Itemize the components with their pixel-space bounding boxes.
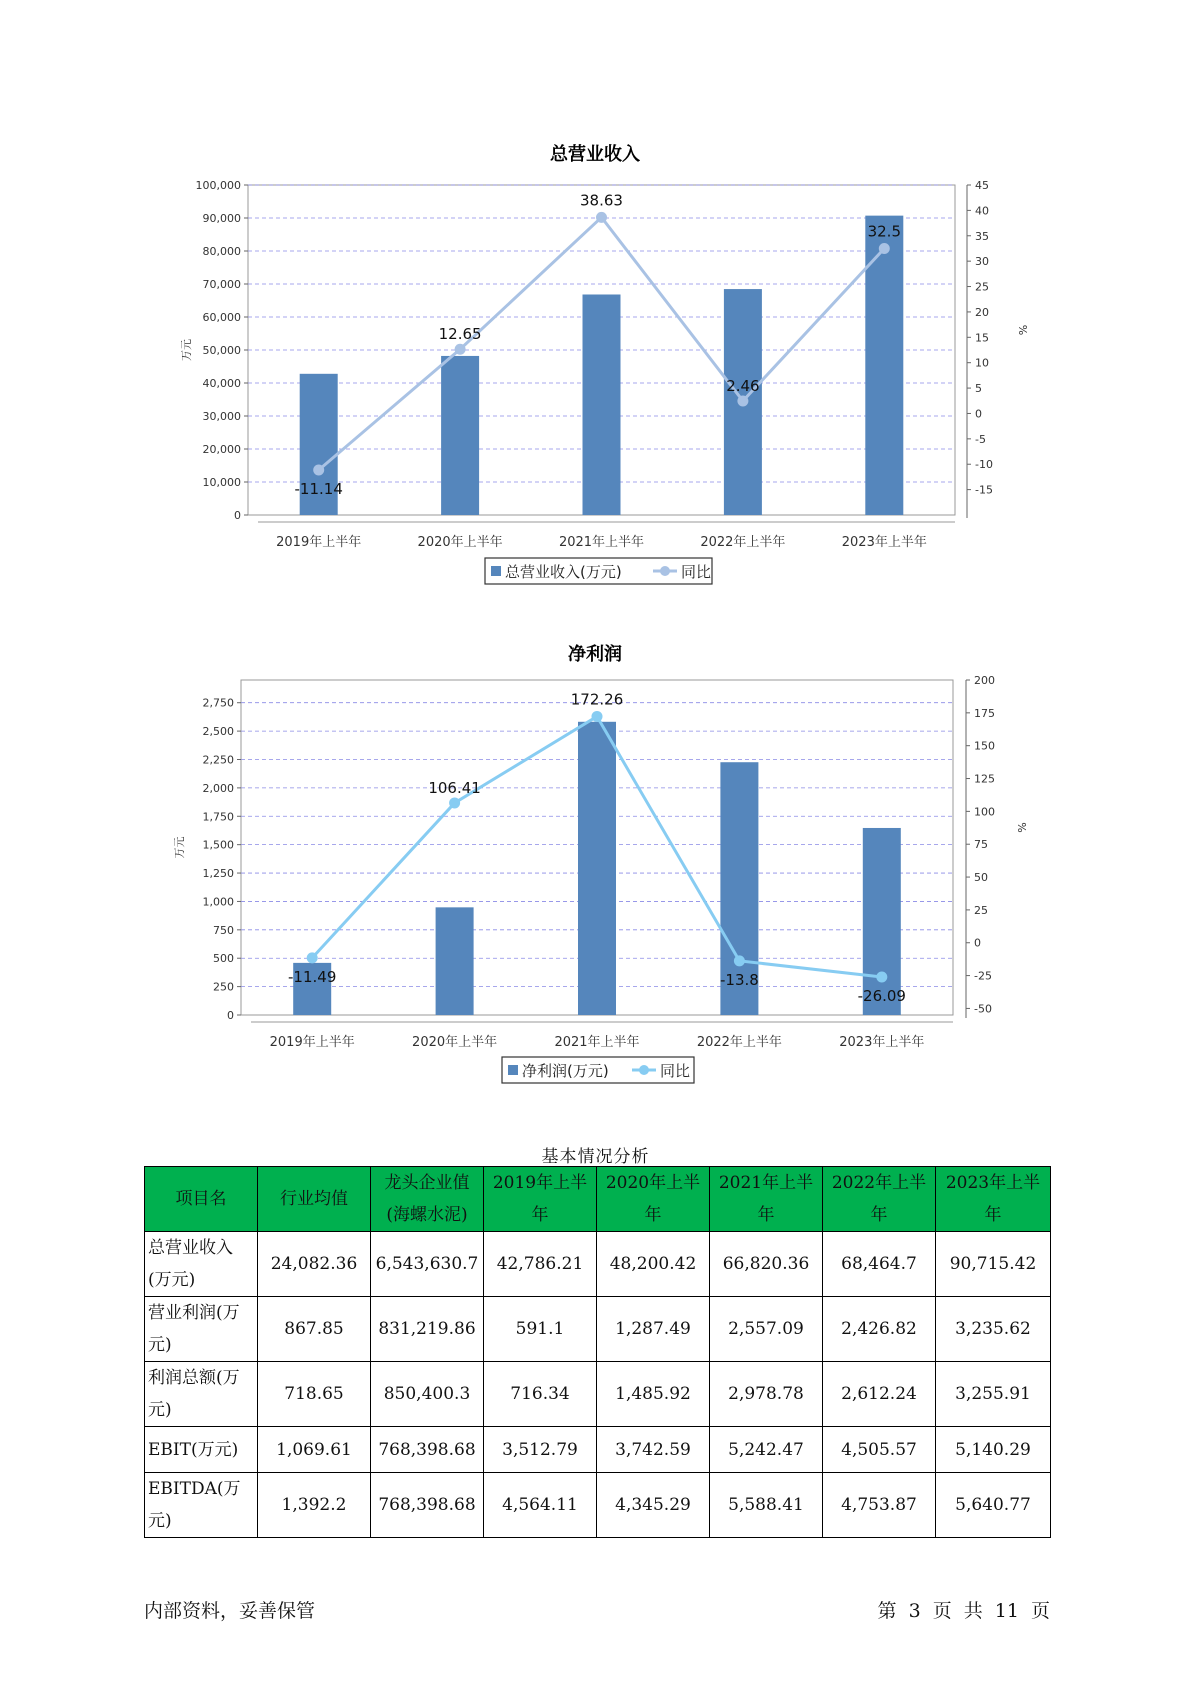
table-cell: 591.1 xyxy=(484,1297,597,1362)
table-cell: 5,588.41 xyxy=(710,1473,823,1538)
y2-tick-label: -5 xyxy=(975,432,986,446)
y2-axis-label: % xyxy=(1015,822,1028,833)
basic-analysis-table xyxy=(144,1166,1051,1538)
table-cell: 5,640.77 xyxy=(936,1473,1051,1538)
y2-tick-label: 100 xyxy=(974,805,995,819)
y2-tick-label: 150 xyxy=(974,739,995,753)
y-tick-label: 80,000 xyxy=(202,245,241,258)
yoy-point xyxy=(313,465,324,476)
y2-tick-label: -15 xyxy=(975,483,993,497)
y-tick-label: 30,000 xyxy=(202,410,241,423)
table-cell: 24,082.36 xyxy=(258,1232,371,1297)
table-cell: 90,715.42 xyxy=(936,1232,1051,1297)
legend-bar-label: 净利润(万元) xyxy=(522,1062,609,1080)
table-cell: 4,753.87 xyxy=(823,1473,936,1538)
table-cell: 831,219.86 xyxy=(371,1297,484,1362)
table-header-cell: 2021年上半年 xyxy=(710,1167,823,1232)
yoy-data-label: -11.49 xyxy=(288,967,337,986)
y2-tick-label: 75 xyxy=(974,838,988,852)
y-tick-label: 0 xyxy=(234,509,241,522)
table-row-label: 营业利润(万元) xyxy=(145,1297,258,1362)
yoy-data-label: 38.63 xyxy=(580,191,623,210)
footer-confidential: 内部资料，妥善保管 xyxy=(144,1600,316,1622)
table-row xyxy=(145,1362,1051,1427)
y-tick-label: 60,000 xyxy=(202,311,241,324)
net-profit-chart-svg xyxy=(0,630,1191,1100)
table-row-label: EBIT(万元) xyxy=(145,1427,258,1473)
y-tick-label: 2,250 xyxy=(202,753,234,767)
table-body xyxy=(145,1232,1051,1538)
yoy-data-label: 12.65 xyxy=(438,325,482,344)
bar xyxy=(441,356,479,515)
y-tick-label: 1,000 xyxy=(202,895,234,909)
table-cell: 2,978.78 xyxy=(710,1362,823,1427)
table-cell: 3,255.91 xyxy=(936,1362,1051,1427)
table-header-cell: 行业均值 xyxy=(258,1167,371,1232)
table-cell: 4,505.57 xyxy=(823,1427,936,1473)
table-cell: 867.85 xyxy=(258,1297,371,1362)
bar xyxy=(583,294,621,515)
y2-tick-label: -25 xyxy=(974,969,992,983)
y-tick-label: 0 xyxy=(227,1009,234,1022)
y-tick-label: 40,000 xyxy=(202,377,241,390)
table-row xyxy=(145,1232,1051,1297)
yoy-point xyxy=(879,243,890,254)
x-tick-label: 2020年上半年 xyxy=(417,535,503,550)
chart-title: 总营业收入 xyxy=(550,144,640,165)
y-tick-label: 250 xyxy=(213,980,234,994)
y-tick-label: 1,500 xyxy=(202,838,234,852)
yoy-data-label: -13.8 xyxy=(719,970,759,989)
table-cell: 3,235.62 xyxy=(936,1297,1051,1362)
y-tick-label: 750 xyxy=(213,923,234,937)
legend-bar-swatch xyxy=(491,566,501,576)
x-tick-label: 2022年上半年 xyxy=(700,535,786,550)
y2-tick-label: 0 xyxy=(974,936,981,950)
y2-tick-label: 175 xyxy=(974,706,995,720)
revenue-chart xyxy=(0,130,1191,600)
y-axis-label: 万元 xyxy=(180,339,193,361)
table-header-cell: 2023年上半年 xyxy=(936,1167,1051,1232)
table-cell: 768,398.68 xyxy=(371,1427,484,1473)
yoy-point xyxy=(596,212,607,223)
footer-page-number: 第 3 页 共 11 页 xyxy=(877,1600,1050,1622)
legend-line-marker xyxy=(639,1065,649,1075)
table-cell: 48,200.42 xyxy=(597,1232,710,1297)
y-tick-label: 2,500 xyxy=(202,725,234,739)
bar xyxy=(865,216,903,515)
chart-title: 净利润 xyxy=(568,644,622,665)
table-header-cell: 项目名 xyxy=(145,1167,258,1232)
table-cell: 2,612.24 xyxy=(823,1362,936,1427)
chart-legend xyxy=(502,1057,694,1083)
y2-tick-label: 10 xyxy=(975,356,989,370)
revenue-chart-svg xyxy=(0,130,1191,600)
y-tick-label: 50,000 xyxy=(202,344,241,357)
y2-tick-label: 45 xyxy=(975,179,989,192)
x-tick-label: 2023年上半年 xyxy=(839,1035,925,1050)
y-tick-label: 10,000 xyxy=(202,476,241,489)
table-cell: 42,786.21 xyxy=(484,1232,597,1297)
table-row-label: 总营业收入(万元) xyxy=(145,1232,258,1297)
table-cell: 2,557.09 xyxy=(710,1297,823,1362)
net-profit-chart xyxy=(0,630,1191,1100)
yoy-data-label: -11.14 xyxy=(294,480,343,499)
y-tick-label: 2,000 xyxy=(202,781,234,795)
table-row xyxy=(145,1297,1051,1362)
y2-axis-label: % xyxy=(1016,324,1029,336)
table-cell: 716.34 xyxy=(484,1362,597,1427)
table-header-row xyxy=(145,1167,1051,1232)
legend-bar-label: 总营业收入(万元) xyxy=(505,563,622,581)
yoy-point xyxy=(734,955,745,966)
yoy-point xyxy=(737,395,748,406)
x-tick-label: 2019年上半年 xyxy=(276,535,362,550)
table-cell: 3,512.79 xyxy=(484,1427,597,1473)
y2-tick-label: 35 xyxy=(975,229,989,243)
table-header-cell: 2022年上半年 xyxy=(823,1167,936,1232)
yoy-data-label: 32.5 xyxy=(867,222,902,241)
yoy-data-label: 106.41 xyxy=(428,778,481,797)
bar xyxy=(436,907,474,1015)
yoy-data-label: 2.46 xyxy=(726,376,760,395)
y-tick-label: 1,250 xyxy=(202,867,234,881)
table-cell: 718.65 xyxy=(258,1362,371,1427)
table-cell: 68,464.7 xyxy=(823,1232,936,1297)
table-title: 基本情况分析 xyxy=(541,1147,650,1167)
y2-tick-label: 125 xyxy=(974,772,995,786)
y2-tick-label: 30 xyxy=(975,255,989,269)
table-cell: 1,069.61 xyxy=(258,1427,371,1473)
y2-tick-label: -10 xyxy=(975,458,993,472)
y2-tick-label: 25 xyxy=(974,903,988,917)
legend-line-label: 同比 xyxy=(660,1062,691,1080)
y-tick-label: 2,750 xyxy=(202,696,234,710)
y2-tick-label: 5 xyxy=(975,382,982,396)
table-cell: 5,242.47 xyxy=(710,1427,823,1473)
yoy-data-label: -26.09 xyxy=(857,987,906,1006)
x-tick-label: 2020年上半年 xyxy=(412,1035,498,1050)
table-cell: 3,742.59 xyxy=(597,1427,710,1473)
table-cell: 1,392.2 xyxy=(258,1473,371,1538)
x-tick-label: 2021年上半年 xyxy=(558,535,645,550)
table-header-cell: 2020年上半年 xyxy=(597,1167,710,1232)
yoy-point xyxy=(455,344,466,355)
table-row-label: EBITDA(万元) xyxy=(145,1473,258,1538)
y2-tick-label: 20 xyxy=(975,305,989,319)
table-cell: 4,345.29 xyxy=(597,1473,710,1538)
table-cell: 768,398.68 xyxy=(371,1473,484,1538)
bar xyxy=(578,722,616,1015)
y2-tick-label: 25 xyxy=(975,280,989,294)
x-tick-label: 2023年上半年 xyxy=(841,535,927,550)
yoy-point xyxy=(876,972,887,983)
y2-tick-label: 15 xyxy=(975,331,989,345)
y-axis-label: 万元 xyxy=(173,836,186,859)
table-cell: 66,820.36 xyxy=(710,1232,823,1297)
table-cell: 1,485.92 xyxy=(597,1362,710,1427)
table-row xyxy=(145,1427,1051,1473)
x-tick-label: 2019年上半年 xyxy=(269,1035,355,1050)
yoy-point xyxy=(449,797,460,808)
x-tick-label: 2021年上半年 xyxy=(554,1035,640,1050)
y2-tick-label: 200 xyxy=(974,674,995,687)
y2-tick-label: 0 xyxy=(975,407,982,421)
table-header-cell: 2019年上半年 xyxy=(484,1167,597,1232)
table-header-cell: 龙头企业值(海螺水泥) xyxy=(371,1167,484,1232)
table-cell: 2,426.82 xyxy=(823,1297,936,1362)
table-cell: 5,140.29 xyxy=(936,1427,1051,1473)
yoy-point xyxy=(307,952,318,963)
y2-tick-label: -50 xyxy=(974,1002,992,1016)
table-row-label: 利润总额(万元) xyxy=(145,1362,258,1427)
table-cell: 850,400.3 xyxy=(371,1362,484,1427)
table-cell: 4,564.11 xyxy=(484,1473,597,1538)
y-tick-label: 1,750 xyxy=(202,810,234,824)
legend-bar-swatch xyxy=(508,1065,518,1075)
table-row xyxy=(145,1473,1051,1538)
y2-tick-label: 50 xyxy=(974,871,988,885)
y-tick-label: 100,000 xyxy=(195,179,241,192)
y-tick-label: 90,000 xyxy=(202,212,241,225)
x-tick-label: 2022年上半年 xyxy=(696,1035,782,1050)
yoy-data-label: 172.26 xyxy=(570,690,624,709)
y2-tick-label: 40 xyxy=(975,204,989,218)
table-cell: 1,287.49 xyxy=(597,1297,710,1362)
table-cell: 6,543,630.7 xyxy=(371,1232,484,1297)
y-tick-label: 70,000 xyxy=(202,278,241,291)
y-tick-label: 20,000 xyxy=(202,443,241,456)
legend-line-label: 同比 xyxy=(681,563,712,581)
legend-line-marker xyxy=(660,566,670,576)
yoy-point xyxy=(592,711,603,722)
chart-legend xyxy=(485,558,712,584)
y-tick-label: 500 xyxy=(213,952,234,966)
